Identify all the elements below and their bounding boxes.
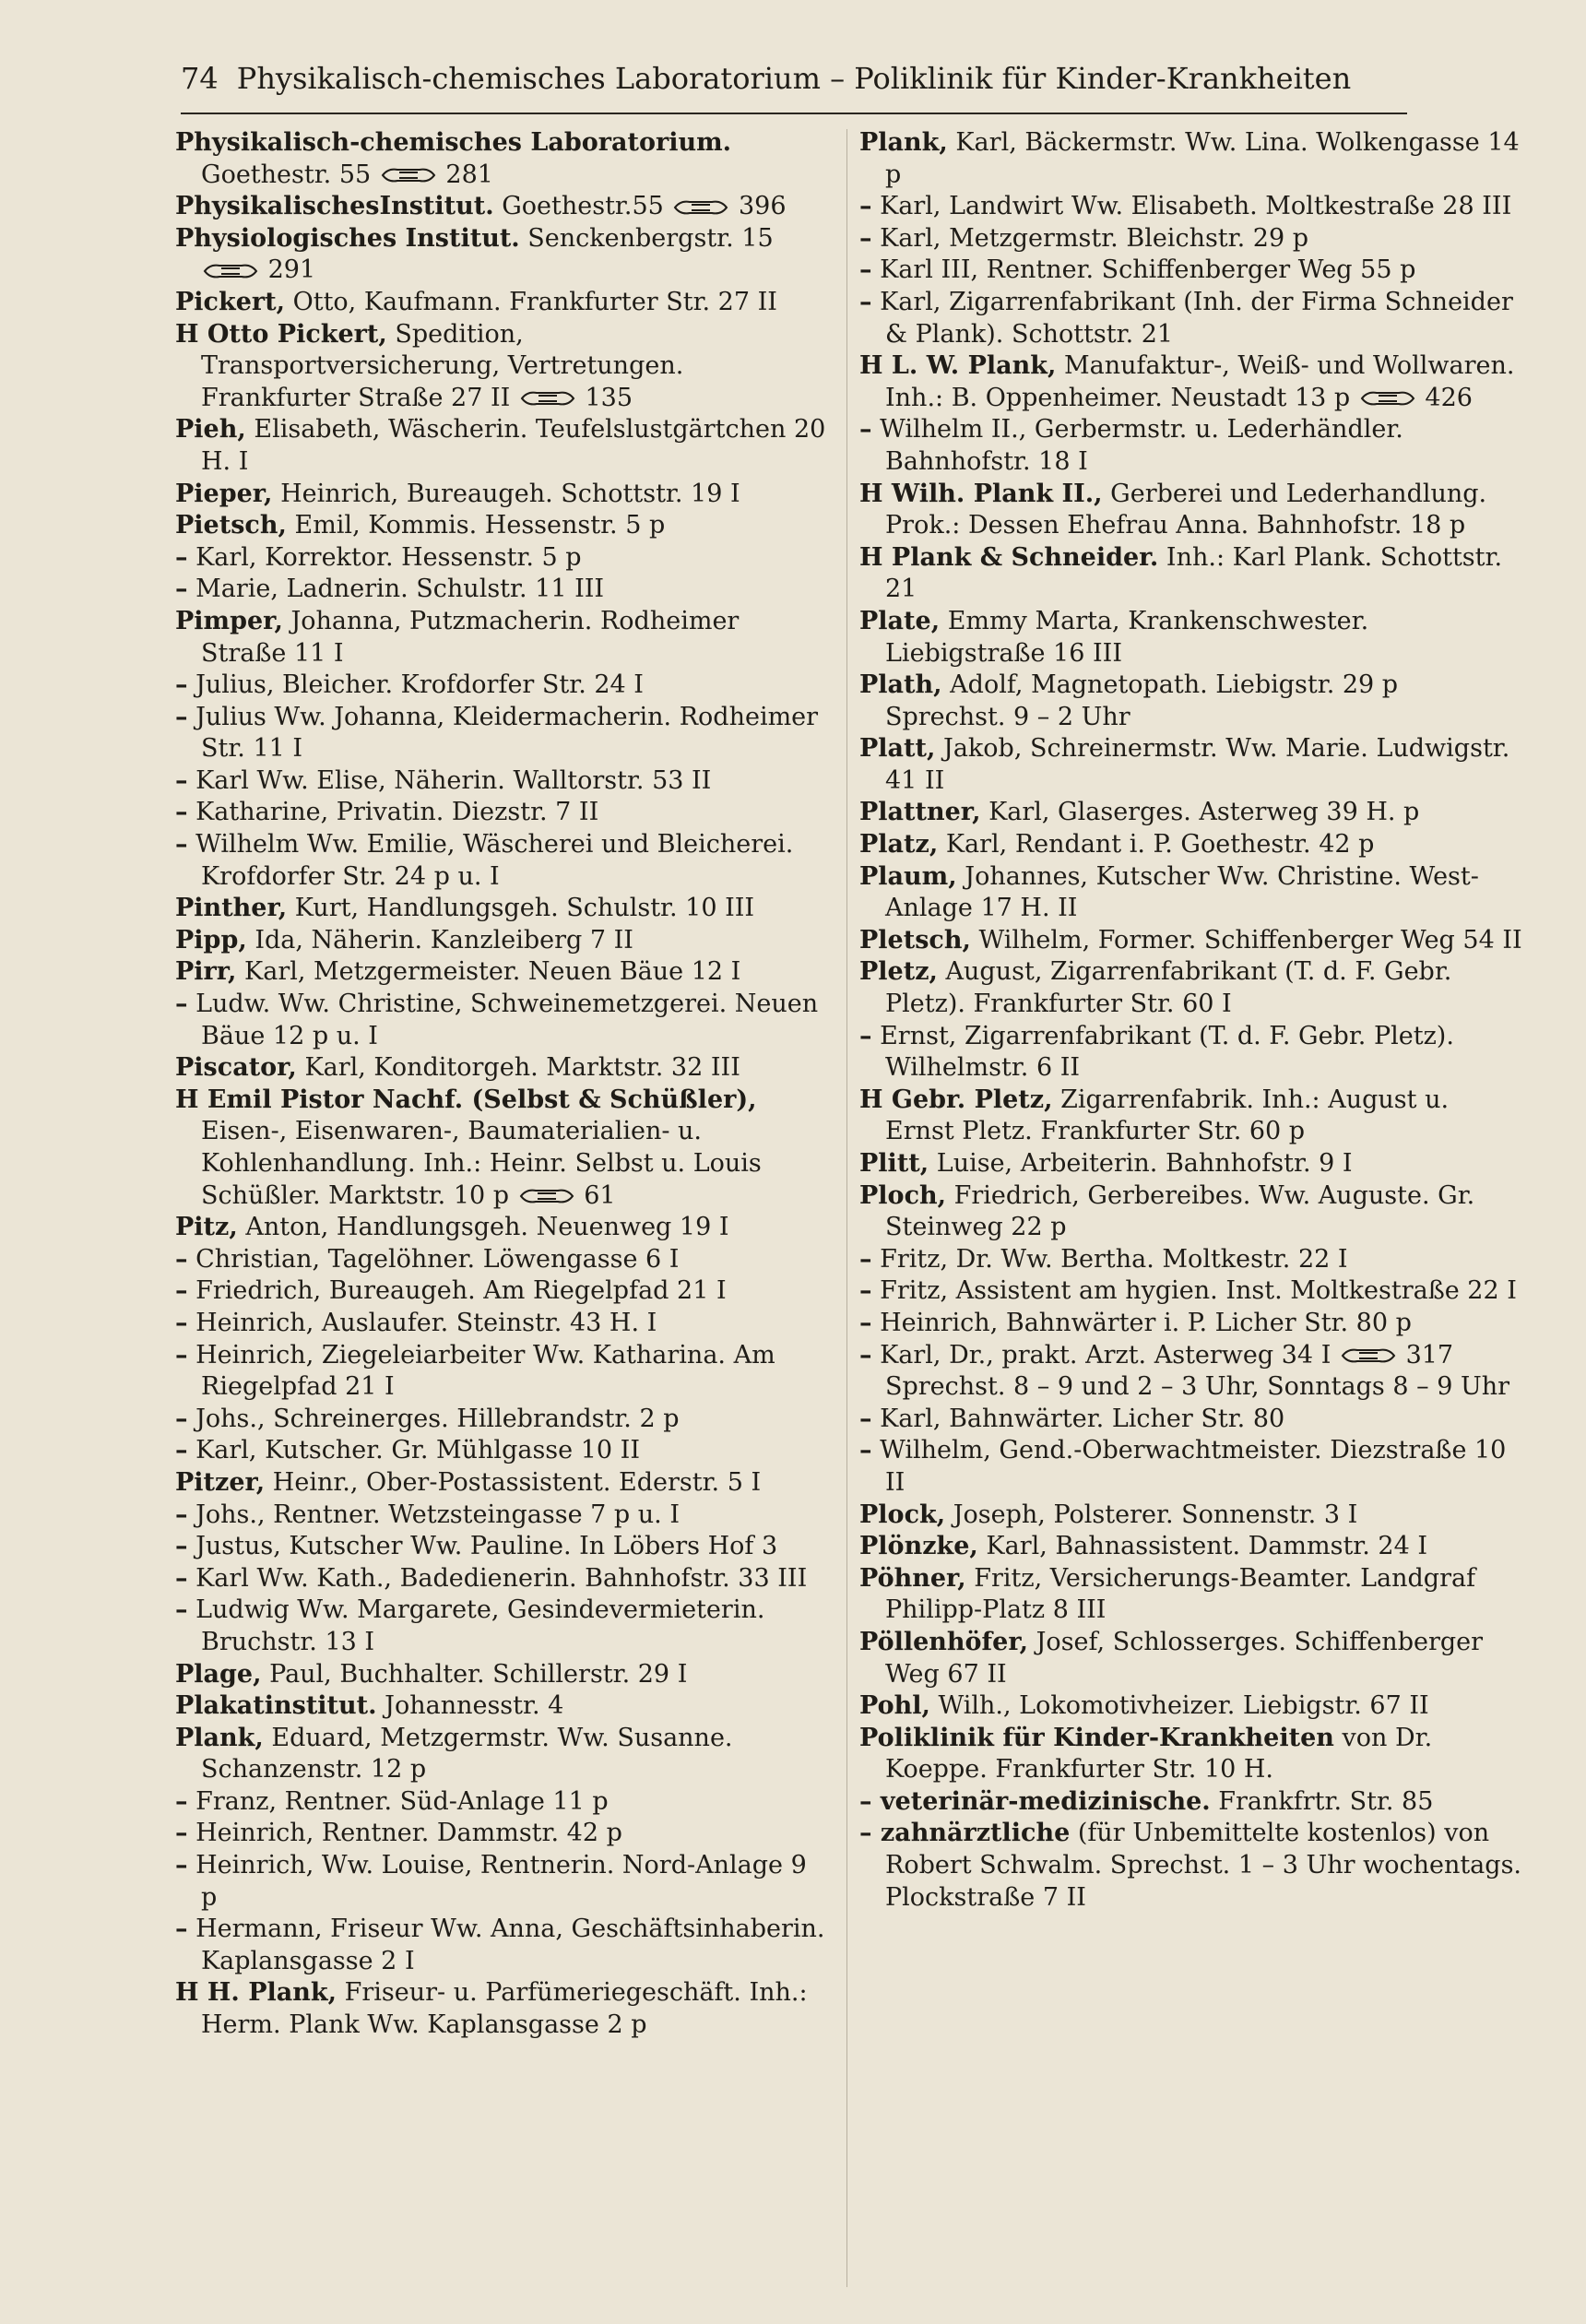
directory-entry (175, 1404, 830, 1436)
directory-entry (175, 925, 830, 957)
directory-entry (175, 1340, 830, 1404)
entry-details: Ludw. Ww. Christine, Schweinemetzgerei. Neuen Bäue 12 p u. I (195, 990, 819, 1050)
entry-name: Plakatinstitut. (175, 1691, 377, 1721)
directory-entry (859, 670, 1523, 733)
directory-entry (175, 191, 830, 223)
directory-entry (175, 670, 830, 702)
entry-details: Wilhelm, Former. Schiffenberger Weg 54 II (978, 925, 1522, 954)
telephone-icon (671, 198, 730, 217)
directory-entry (175, 1850, 830, 1914)
entry-details: Goethestr.55 (502, 192, 664, 221)
telephone-icon (379, 166, 438, 184)
directory-entry (859, 1723, 1523, 1786)
directory-entry (175, 414, 830, 478)
entry-name: Piscator, (175, 1053, 297, 1083)
entry-name: Ploch, (859, 1180, 947, 1210)
entry-details: Karl, Rendant i. P. Goethestr. 42 p (945, 830, 1375, 860)
entry-name: Physiologisches Institut. (175, 223, 520, 253)
telephone-icon (201, 262, 260, 280)
directory-entry (859, 1531, 1523, 1563)
entry-name: – (175, 1244, 188, 1274)
entry-details: Fritz, Assistent am hygien. Inst. Moltkestraße 22 I (880, 1276, 1517, 1306)
phone-number: 317 (1405, 1340, 1454, 1370)
entry-name: Pinther, (175, 894, 288, 923)
entry-name: – (859, 1404, 872, 1433)
directory-entry (859, 797, 1523, 829)
entry-name: Plank, (859, 128, 948, 157)
entry-details: Katharine, Privatin. Diezstr. 7 II (195, 798, 599, 827)
entry-name: H Plank & Schneider. (859, 542, 1159, 572)
directory-entry (175, 1308, 830, 1340)
directory-entry (859, 223, 1523, 255)
entry-name: – (175, 1532, 188, 1561)
directory-entry (175, 1977, 830, 2041)
left-column (175, 127, 830, 2294)
entry-name: Pietsch, (175, 511, 287, 540)
entry-name: Physikalisch-chemisches Laboratorium. (175, 128, 732, 157)
entry-details: Julius, Bleicher. Krofdorfer Str. 24 I (195, 670, 644, 700)
entry-details: Heinrich, Bahnwärter i. P. Licher Str. 80 p (880, 1308, 1412, 1337)
directory-entry (859, 956, 1523, 1020)
directory-entry (175, 479, 830, 511)
directory-entry (175, 287, 830, 319)
entry-name: – (175, 798, 188, 827)
page-number: 74 (181, 61, 219, 96)
entry-details: Wilhelm Ww. Emilie, Wäscherei und Bleicherei. Krofdorfer Str. 24 p u. I (195, 830, 794, 891)
entry-name: Plattner, (859, 798, 981, 827)
entry-name: – (175, 1436, 188, 1465)
directory-entry (859, 414, 1523, 478)
directory-entry (859, 733, 1523, 797)
entry-details: Marie, Ladnerin. Schulstr. 11 III (195, 575, 605, 604)
entry-name: Plath, (859, 670, 942, 700)
phone-number: 291 (267, 255, 316, 285)
entry-details: Karl, Dr., prakt. Arzt. Asterweg 34 I (880, 1340, 1332, 1370)
entry-details: Josef, Schlosserges. Schiffenberger Weg 67 II (885, 1627, 1484, 1689)
directory-entry (175, 606, 830, 670)
entry-details: Friseur- u. Parfümeriegeschäft. Inh.: Herm. Plank Ww. Kaplansgasse 2 p (201, 1978, 808, 2040)
entry-name: – (859, 1308, 872, 1337)
directory-entry (859, 1275, 1523, 1308)
entry-details: Spedition, Transportversicherung, Vertretungen. Frankfurter Straße 27 II (201, 319, 684, 412)
directory-entry (859, 1021, 1523, 1085)
directory-entry (175, 1275, 830, 1308)
entry-details: Senckenbergstr. 15 (527, 223, 774, 253)
entry-name: H Emil Pistor Nachf. (Selbst & Schüßler), (175, 1085, 757, 1114)
telephone-icon (1358, 389, 1417, 408)
entry-details: Johannes, Kutscher Ww. Christine. West-Anlage 17 H. II (885, 861, 1479, 923)
directory-entry (175, 319, 830, 415)
directory-entry (175, 1531, 830, 1563)
directory-entry (175, 1595, 830, 1658)
directory-entry (175, 1723, 830, 1786)
directory-entry (175, 1052, 830, 1085)
entry-name: – (175, 1915, 188, 1944)
entry-details: Joseph, Polsterer. Sonnenstr. 3 I (953, 1500, 1358, 1529)
directory-entry (175, 1659, 830, 1691)
entry-details: Emmy Marta, Krankenschwester. Liebigstraße 16 III (885, 606, 1369, 668)
entry-name: – (175, 1404, 188, 1433)
directory-entry (859, 1244, 1523, 1276)
directory-entry (859, 925, 1523, 957)
entry-name: – (859, 1276, 872, 1306)
entry-details: Jakob, Schreinermstr. Ww. Marie. Ludwigstr. 41 II (885, 734, 1510, 795)
entry-details: Karl, Kutscher. Gr. Mühlgasse 10 II (195, 1436, 640, 1465)
directory-entry (859, 287, 1523, 350)
directory-entry (859, 127, 1523, 191)
phone-number: 61 (584, 1180, 616, 1210)
entry-details: Karl, Zigarrenfabrikant (Inh. der Firma Schneider & Plank). Schottstr. 21 (880, 287, 1513, 349)
entry-details: Karl, Bäckermstr. Ww. Lina. Wolkengasse 14 p (885, 128, 1520, 189)
directory-entry (175, 1085, 830, 1212)
entry-name: – (859, 223, 872, 253)
entry-name: – (175, 702, 188, 731)
entry-name: – (859, 1244, 872, 1274)
entry-details: Friedrich, Bureaugeh. Am Riegelpfad 21 I (195, 1276, 727, 1306)
entry-name: Pohl, (859, 1691, 930, 1721)
entry-name: – (175, 1595, 188, 1625)
entry-details: Luise, Arbeiterin. Bahnhofstr. 9 I (936, 1149, 1353, 1178)
entry-name: – (175, 1500, 188, 1529)
phone-number: 135 (585, 383, 633, 412)
entry-details: Karl, Metzgermstr. Bleichstr. 29 p (880, 223, 1308, 253)
directory-entry (859, 1308, 1523, 1340)
directory-entry (175, 1914, 830, 1977)
directory-entry (175, 1563, 830, 1595)
entry-details: Johannesstr. 4 (385, 1691, 564, 1721)
entry-details: Ernst, Zigarrenfabrikant (T. d. F. Gebr. Pletz). Wilhelmstr. 6 II (880, 1021, 1454, 1083)
entry-name: Pickert, (175, 287, 285, 316)
directory-entry (175, 989, 830, 1052)
directory-entry (175, 1500, 830, 1532)
entry-name: – (859, 415, 872, 445)
phone-number: 281 (445, 160, 493, 189)
entry-details: Christian, Tagelöhner. Löwengasse 6 I (195, 1244, 680, 1274)
directory-entry (859, 861, 1523, 925)
entry-details: Karl, Landwirt Ww. Elisabeth. Moltkestraße 28 III (880, 192, 1512, 221)
entry-details: von Dr. Koeppe. Frankfurter Str. 10 H. (885, 1723, 1433, 1784)
directory-entry (175, 956, 830, 989)
directory-entry (175, 574, 830, 606)
entry-details: Ida, Näherin. Kanzleiberg 7 II (254, 925, 633, 954)
entry-name: Plage, (175, 1659, 262, 1689)
entry-details: Karl, Konditorgeh. Marktstr. 32 III (304, 1053, 740, 1083)
directory-entry (175, 542, 830, 575)
entry-details: Justus, Kutscher Ww. Pauline. In Löbers Hof 3 (195, 1532, 778, 1561)
directory-entry (175, 510, 830, 542)
directory-entry (859, 606, 1523, 670)
entry-details: Johs., Rentner. Wetzsteingasse 7 p u. I (195, 1500, 680, 1529)
entry-name: Pirr, (175, 957, 237, 987)
entry-name: Platt, (859, 734, 936, 764)
entry-details: Wilhelm, Gend.-Oberwachtmeister. Diezstraße 10 II (880, 1436, 1507, 1497)
entry-details: Friedrich, Gerbereibes. Ww. Auguste. Gr. Steinweg 22 p (885, 1180, 1475, 1242)
entry-name: Platz, (859, 830, 939, 860)
phone-number: 426 (1425, 383, 1473, 412)
entry-details: August, Zigarrenfabrikant (T. d. F. Gebr. Pletz). Frankfurter Str. 60 I (885, 957, 1452, 1019)
entry-name: – (175, 765, 188, 795)
entry-details: Hermann, Friseur Ww. Anna, Geschäftsinhaberin. Kaplansgasse 2 I (195, 1915, 825, 1975)
entry-details: (für Unbemittelte kostenlos) von Robert Schwalm. Sprechst. 1 – 3 Uhr wochentags. Plockstraße 7 II (885, 1819, 1522, 1912)
entry-name: – (859, 1436, 872, 1465)
entry-details: Paul, Buchhalter. Schillerstr. 29 I (269, 1659, 688, 1689)
entry-name: – (175, 1851, 188, 1880)
directory-entry (859, 1500, 1523, 1532)
entry-name: PhysikalischesInstitut. (175, 192, 494, 221)
entry-name: Plitt, (859, 1149, 929, 1178)
directory-entry (859, 1690, 1523, 1723)
entry-details: Kurt, Handlungsgeh. Schulstr. 10 III (294, 894, 755, 923)
entry-name: Pöhner, (859, 1563, 966, 1593)
entry-name: Plate, (859, 606, 941, 635)
directory-entry (175, 765, 830, 798)
entry-details: Fritz, Versicherungs-Beamter. Landgraf Philipp-Platz 8 III (885, 1563, 1476, 1625)
entry-details: Ludwig Ww. Margarete, Gesindevermieterin. Bruchstr. 13 I (195, 1595, 765, 1656)
entry-name: Pitzer, (175, 1467, 266, 1497)
entry-name: H Gebr. Pletz, (859, 1085, 1053, 1114)
entry-name: Pieh, (175, 415, 246, 445)
entry-office-hours: Sprechst. 8 – 9 und 2 – 3 Uhr, Sonntags 8 – 9 Uhr (885, 1372, 1510, 1402)
directory-entry (859, 350, 1523, 414)
entry-details: Heinrich, Ww. Louise, Rentnerin. Nord-Anlage 9 p (195, 1851, 807, 1912)
entry-name: Poliklinik für Kinder-Krankheiten (859, 1723, 1334, 1752)
directory-entry (859, 542, 1523, 606)
directory-entry (859, 1786, 1523, 1819)
directory-entry (859, 1180, 1523, 1244)
directory-entry (859, 191, 1523, 223)
directory-entry (859, 255, 1523, 287)
directory-entry (859, 1627, 1523, 1690)
directory-entry (859, 1404, 1523, 1436)
entry-name: – (175, 830, 188, 860)
entry-details: Gerberei und Lederhandlung. Prok.: Dessen Ehefrau Anna. Bahnhofstr. 18 p (885, 479, 1487, 540)
directory-entry (175, 829, 830, 893)
entry-name: – (175, 1819, 188, 1848)
entry-details: Karl, Bahnassistent. Dammstr. 24 I (986, 1532, 1428, 1561)
directory-entry (175, 223, 830, 287)
entry-details: Karl Ww. Kath., Badedienerin. Bahnhofstr. 33 III (195, 1563, 808, 1593)
entry-name: Pletsch, (859, 925, 971, 954)
right-column (859, 127, 1523, 2294)
directory-entry (859, 1085, 1523, 1148)
entry-name: – (175, 1786, 188, 1816)
entry-details: Manufaktur-, Weiß- und Wollwaren. Inh.: B. Oppenheimer. Neustadt 13 p (885, 351, 1515, 412)
directory-entry (859, 829, 1523, 861)
directory-entry (859, 1148, 1523, 1180)
directory-entry (175, 893, 830, 925)
entry-details: Heinrich, Rentner. Dammstr. 42 p (195, 1819, 622, 1848)
directory-entry (175, 127, 830, 191)
entry-details: Otto, Kaufmann. Frankfurter Str. 27 II (292, 287, 777, 316)
entry-details: Adolf, Magnetopath. Liebigstr. 29 p Sprechst. 9 – 2 Uhr (885, 670, 1399, 731)
entry-details: Heinrich, Auslaufer. Steinstr. 43 H. I (195, 1308, 657, 1337)
entry-details: Elisabeth, Wäscherin. Teufelslustgärtchen 20 H. I (201, 415, 826, 476)
directory-entry (175, 1244, 830, 1276)
entry-details: Karl, Glaserges. Asterweg 39 H. p (988, 798, 1420, 827)
directory-entry (859, 1818, 1523, 1914)
entry-name: – (859, 1340, 872, 1370)
entry-name: Pitz, (175, 1213, 238, 1242)
entry-name: – (859, 192, 872, 221)
page-header (181, 57, 1407, 114)
entry-details: Karl, Bahnwärter. Licher Str. 80 (880, 1404, 1285, 1433)
phone-number: 396 (739, 192, 787, 221)
entry-name: Plock, (859, 1500, 946, 1529)
entry-details: Goethestr. 55 (201, 160, 372, 189)
entry-details: Karl, Metzgermeister. Neuen Bäue 12 I (244, 957, 741, 987)
entry-details: Johs., Schreinerges. Hillebrandstr. 2 p (195, 1404, 680, 1433)
entry-name: Pimper, (175, 606, 283, 635)
directory-entry (175, 1690, 830, 1723)
entry-name: Pletz, (859, 957, 938, 987)
entry-name: Pöllenhöfer, (859, 1627, 1029, 1656)
directory-entry (175, 797, 830, 829)
entry-details: Julius Ww. Johanna, Kleidermacherin. Rodheimer Str. 11 I (195, 702, 819, 764)
entry-name: H H. Plank, (175, 1978, 337, 2008)
entry-details: Anton, Handlungsgeh. Neuenweg 19 I (245, 1213, 729, 1242)
entry-name: – (175, 990, 188, 1019)
directory-entry (175, 1786, 830, 1819)
entry-name: – zahnärztliche (859, 1819, 1071, 1848)
directory-entry (859, 1435, 1523, 1499)
entry-details: Fritz, Dr. Ww. Bertha. Moltkestr. 22 I (880, 1244, 1348, 1274)
directory-entry (175, 1467, 830, 1500)
entry-name: Plaum, (859, 861, 957, 891)
entry-name: Plank, (175, 1723, 264, 1752)
telephone-icon (517, 1187, 576, 1205)
telephone-icon (1339, 1346, 1398, 1365)
entry-name: – (859, 255, 872, 285)
column-divider (846, 129, 847, 2287)
entry-name: Pipp, (175, 925, 247, 954)
entry-details: Emil, Kommis. Hessenstr. 5 p (294, 511, 666, 540)
directory-entry (859, 1340, 1523, 1404)
entry-details: Eduard, Metzgermstr. Ww. Susanne. Schanzenstr. 12 p (201, 1723, 733, 1784)
entry-name: – (175, 542, 188, 572)
entry-name: – (175, 1340, 188, 1370)
entry-name: – (175, 1563, 188, 1593)
running-head: Physikalisch-chemisches Laboratorium – Poliklinik für Kinder-Krankheiten (236, 61, 1352, 96)
entry-details: Karl Ww. Elise, Näherin. Walltorstr. 53 II (195, 765, 712, 795)
directory-entry (859, 1563, 1523, 1627)
entry-name: – (859, 1021, 872, 1050)
entry-details: Wilh., Lokomotivheizer. Liebigstr. 67 II (938, 1691, 1429, 1721)
entry-details: Heinr., Ober-Postassistent. Ederstr. 5 I (272, 1467, 762, 1497)
entry-name: – (175, 575, 188, 604)
entry-details: Karl III, Rentner. Schiffenberger Weg 55 p (880, 255, 1416, 285)
entry-details: Johanna, Putzmacherin. Rodheimer Straße 11 I (201, 606, 740, 668)
entry-name: H L. W. Plank, (859, 351, 1057, 381)
entry-name: – (175, 670, 188, 700)
directory-entry (175, 1435, 830, 1467)
entry-details: Inh.: Karl Plank. Schottstr. 21 (885, 542, 1503, 604)
directory-entry (859, 479, 1523, 542)
entry-name: H Wilh. Plank II., (859, 479, 1103, 508)
entry-name: Plönzke, (859, 1532, 978, 1561)
entry-details: Frankfrtr. Str. 85 (1218, 1786, 1434, 1816)
telephone-icon (518, 389, 577, 408)
entry-details: Eisen-, Eisenwaren-, Baumaterialien- u. Kohlenhandlung. Inh.: Heinr. Selbst u. Louis Schüßler. Marktstr. 10 p (201, 1117, 762, 1210)
entry-details: Zigarrenfabrik. Inh.: August u. Ernst Pletz. Frankfurter Str. 60 p (885, 1085, 1450, 1146)
entry-name: – (175, 1276, 188, 1306)
entry-name: H Otto Pickert, (175, 319, 387, 349)
entry-name: – (859, 287, 872, 316)
entry-name: Pieper, (175, 479, 273, 508)
entry-name: – (175, 1308, 188, 1337)
directory-entry (175, 1212, 830, 1244)
entry-details: Heinrich, Bureaugeh. Schottstr. 19 I (280, 479, 740, 508)
entry-name: – veterinär-medizinische. (859, 1786, 1211, 1816)
directory-entry (175, 1818, 830, 1850)
directory-entry (175, 702, 830, 765)
entry-details: Karl, Korrektor. Hessenstr. 5 p (195, 542, 582, 572)
entry-details: Heinrich, Ziegeleiarbeiter Ww. Katharina. Am Riegelpfad 21 I (195, 1340, 775, 1402)
entry-details: Wilhelm II., Gerbermstr. u. Lederhändler. Bahnhofstr. 18 I (880, 415, 1403, 476)
entry-details: Franz, Rentner. Süd-Anlage 11 p (195, 1786, 609, 1816)
